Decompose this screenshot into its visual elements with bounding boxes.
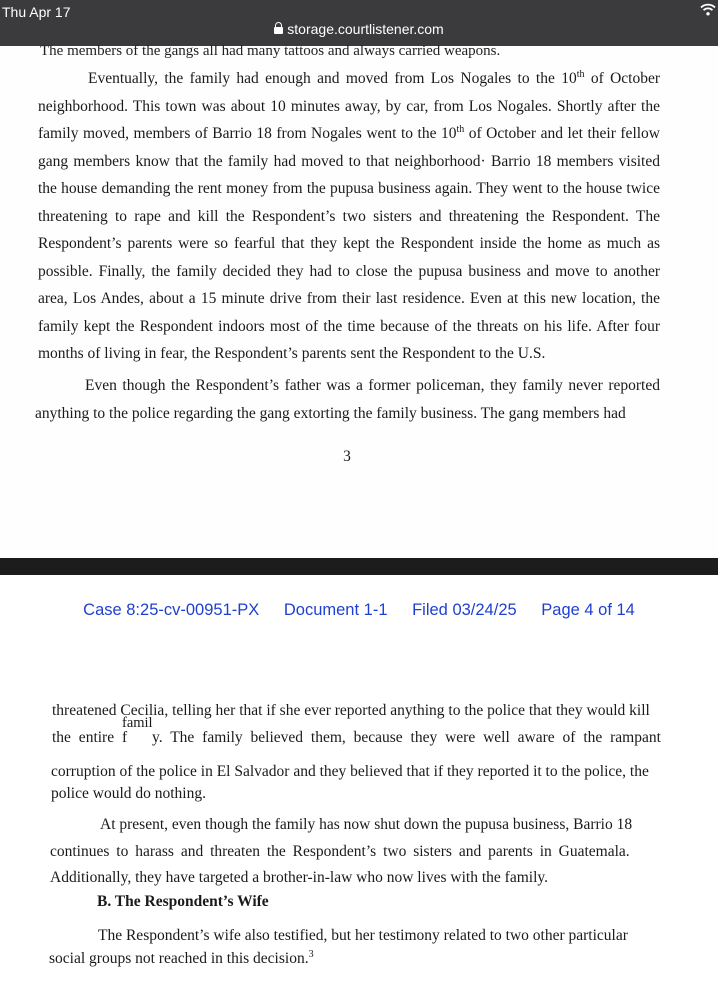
cut-off-line: The members of the gangs all had many tattoos and always carried weapons. bbox=[40, 43, 501, 59]
text-line: police would do nothing. bbox=[51, 785, 206, 802]
page-count: Page 4 of 14 bbox=[541, 601, 635, 619]
status-time: Thu Apr 17 bbox=[2, 4, 71, 20]
paragraph-even-though: Even though the Respondent’s father was a former policeman, they family never reported anything to the police regarding the gang extorting the family business. The gang members had bbox=[35, 377, 660, 422]
text-line: continues to harass and threaten the Respondent’s two sisters and parents in Guatemala. bbox=[50, 843, 630, 860]
page-4 bbox=[0, 575, 718, 1000]
status-bar bbox=[0, 0, 718, 46]
page-divider bbox=[0, 558, 718, 575]
case-number: Case 8:25-cv-00951-PX bbox=[83, 601, 260, 619]
address-bar[interactable] bbox=[0, 21, 718, 37]
text-line: corruption of the police in El Salvador and they believed that if they reported it to the police, the bbox=[51, 763, 649, 780]
page-number: 3 bbox=[343, 448, 351, 465]
text-line: the entire famil f y. The family believed them, because they were well aware of the rampant bbox=[52, 715, 661, 746]
text-line: threatened Cecilia, telling her that if she ever reported anything to the police that they would kill bbox=[52, 702, 650, 719]
text-line: The Respondent’s wife also testified, but her testimony related to two other particular bbox=[98, 927, 628, 944]
paragraph-eventually: Eventually, the family had enough and moved from Los Nogales to the 10th of October neighborhood. This town was about 10 minutes away, by car, from Los Nogales. Shortly after the family moved, members of Barrio 18 from Nogales went to the 10th of October and let their fellow gang members know that the family had moved to that neighborhood· Barrio 18 members visited the house demanding the rent money from the pupusa business again. They went to the house twice threatening to rape and kill the Respondent’s two sisters and threatening the Respondent. The Respondent’s parents were so fearful that they kept the Respondent inside the home as much as possible. Finally, the family decided they had to close the pupusa business and move to another area, Los Andes, about a 15 minute drive from their last residence. Even at this new location, the family kept the Respondent indoors most of the time because of the threats on his life. After four months of living in fear, the Respondent’s parents sent the Respondent to the U.S. bbox=[38, 68, 660, 362]
filed-date: Filed 03/24/25 bbox=[412, 601, 517, 619]
document-number: Document 1-1 bbox=[283, 601, 388, 619]
text-line: At present, even though the family has now shut down the pupusa business, Barrio 18 bbox=[100, 816, 633, 833]
page-3 bbox=[0, 43, 718, 558]
wifi-icon bbox=[700, 3, 716, 16]
text-line: Additionally, they have targeted a brother-in-law who now lives with the family. bbox=[50, 869, 548, 886]
text-line: social groups not reached in this decision.$^3$ bbox=[49, 948, 314, 967]
lock-icon bbox=[274, 27, 283, 34]
section-heading: B. The Respondent’s Wife bbox=[97, 893, 269, 910]
url-text: storage.courtlistener.com bbox=[287, 21, 444, 37]
footnote-ref: 3 bbox=[308, 948, 314, 960]
